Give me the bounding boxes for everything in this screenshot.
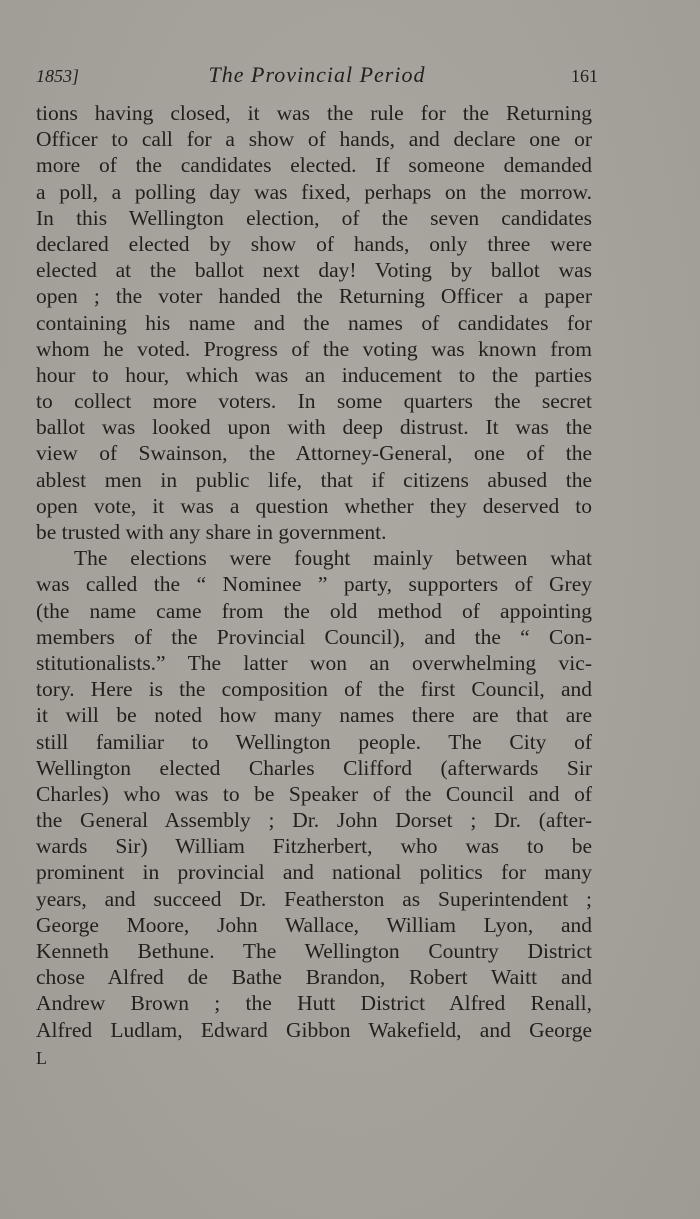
text-line: The elections were fought mainly between what (74, 546, 592, 571)
page-number: 161 (571, 66, 598, 86)
text-line: Wellington elected Charles Clifford (afterwards Sir (36, 755, 592, 780)
text-line: the General Assembly ; Dr. John Dorset ; Dr. (after- (36, 808, 592, 833)
text-line: prominent in provincial and national politics for many (36, 860, 592, 885)
text-line: (the name came from the old method of appointing (36, 598, 592, 623)
text-line: still familiar to Wellington people. The City of (36, 729, 592, 754)
text-line: tions having closed, it was the rule for the Returning (36, 101, 592, 125)
text-line: George Moore, John Wallace, William Lyon, and (36, 912, 592, 937)
text-line: Officer to call for a show of hands, and declare one or (36, 127, 592, 152)
text-line: be trusted with any share in government. (36, 520, 387, 544)
running-head (36, 62, 598, 92)
text-line: more of the candidates elected. If someone demanded (36, 153, 592, 178)
text-line: ablest men in public life, that if citizens abused the (36, 467, 592, 492)
text-line: Charles) who was to be Speaker of the Council and of (36, 781, 592, 806)
text-line: it will be noted how many names there are that are (36, 703, 592, 728)
text-line: hour to hour, which was an inducement to the parties (36, 362, 592, 387)
text-line: elected at the ballot next day! Voting by ballot was (36, 258, 592, 283)
text-line: to collect more voters. In some quarters the secret (36, 389, 592, 414)
text-line: view of Swainson, the Attorney-General, one of the (36, 441, 592, 466)
text-line: containing his name and the names of candidates for (36, 310, 592, 335)
text-line: tory. Here is the composition of the first Council, and (36, 677, 592, 702)
text-line: years, and succeed Dr. Featherston as Superintendent ; (36, 886, 592, 911)
text-line: ballot was looked upon with deep distrust. It was the (36, 415, 592, 440)
text-line: whom he voted. Progress of the voting was known from (36, 336, 592, 361)
text-line: a poll, a polling day was fixed, perhaps on the morrow. (36, 179, 592, 204)
text-line: In this Wellington election, of the seven candidates (36, 205, 592, 230)
text-line: open ; the voter handed the Returning Officer a paper (36, 284, 592, 309)
paragraph (36, 545, 592, 1043)
text-line: Andrew Brown ; the Hutt District Alfred Renall, (36, 991, 592, 1016)
signature-mark: L (36, 1048, 47, 1068)
text-line: Alfred Ludlam, Edward Gibbon Wakefield, and George (36, 1017, 592, 1042)
paragraph (36, 100, 592, 545)
text-line: stitutionalists.” The latter won an overwhelming vic- (36, 650, 592, 675)
text-line: wards Sir) William Fitzherbert, who was to be (36, 834, 592, 859)
text-line: declared elected by show of hands, only three were (36, 231, 592, 256)
text-line: members of the Provincial Council), and the “ Con- (36, 624, 592, 649)
text-line: open vote, it was a question whether they deserved to (36, 493, 592, 518)
text-line: Kenneth Bethune. The Wellington Country District (36, 939, 592, 963)
text-line: was called the “ Nominee ” party, supporters of Grey (36, 572, 592, 597)
body-text (36, 100, 592, 1043)
text-line: chose Alfred de Bathe Brandon, Robert Waitt and (36, 965, 592, 990)
header-title: The Provincial Period (208, 62, 426, 87)
header-year: 1853] (36, 66, 80, 86)
